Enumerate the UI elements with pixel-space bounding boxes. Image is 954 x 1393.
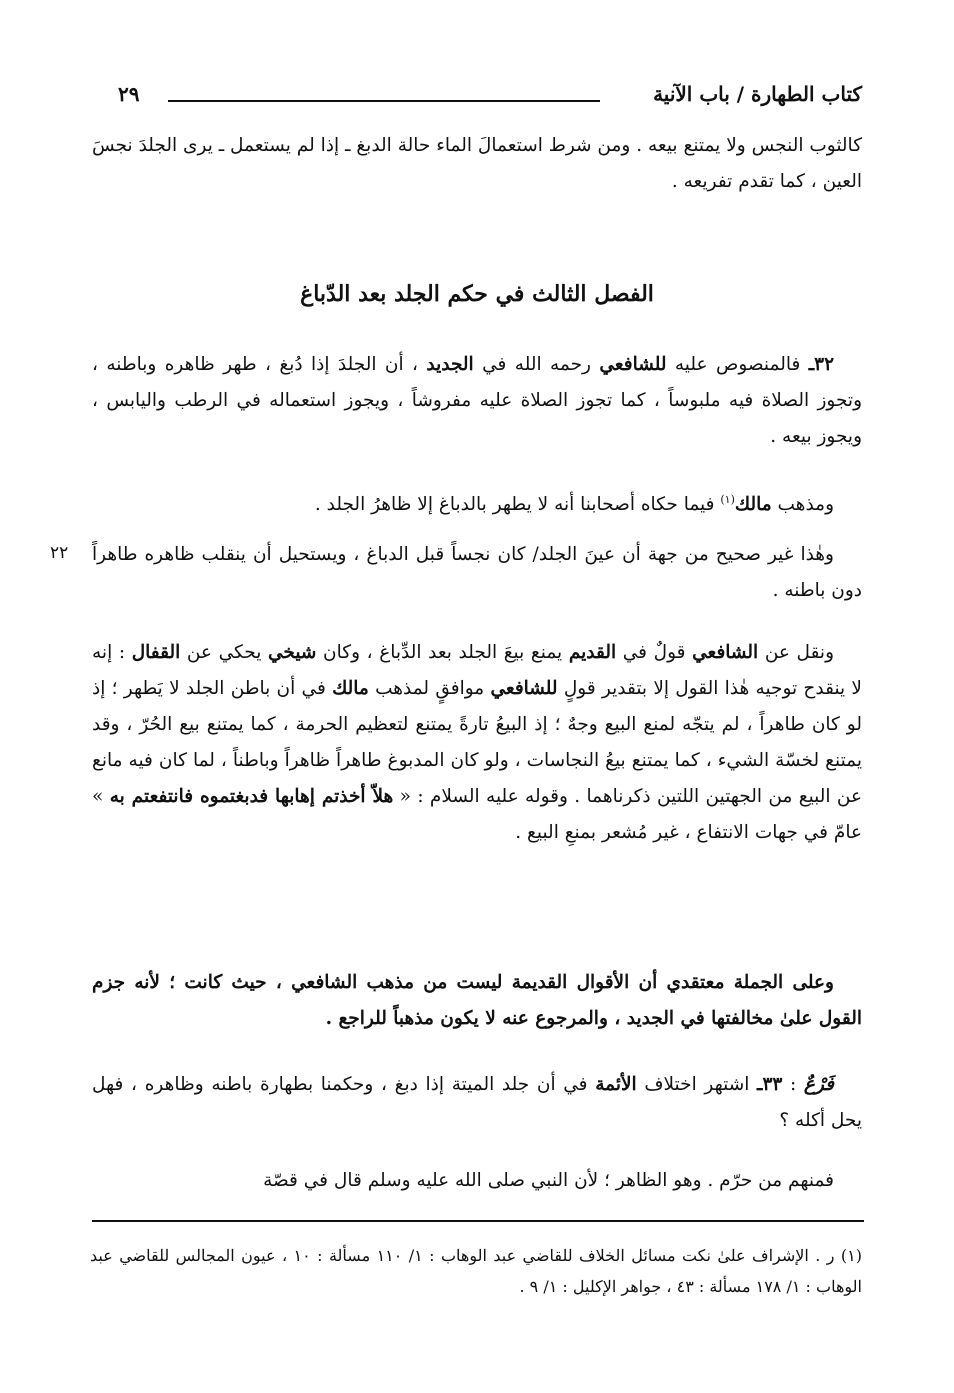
carryover-paragraph — [92, 128, 862, 200]
text-run: ومذهب — [771, 494, 834, 515]
text-run: : — [782, 1074, 804, 1095]
bold-term: مالك — [734, 494, 772, 515]
text-run: » عامّ في جهات الانتفاع ، غير مُشعر بمنعِ البيع . — [92, 786, 862, 844]
bold-term: القفال — [131, 642, 181, 663]
paragraph-32 — [92, 347, 862, 455]
bold-term: الشافعي — [692, 642, 759, 663]
bold-statement: وعلى الجملة معتقدي أن الأقوال القديمة ليست من مذهب الشافعي ، حيث كانت ؛ لأنه جزم القول علىٰ مخالفتها في الجديد ، والمرجوع عنه لا يكون مذهباً للراجع . — [92, 972, 862, 1030]
paragraph-32-text — [92, 347, 862, 455]
bold-term: الجديد — [426, 354, 474, 375]
text-run: فيما حكاه أصحابنا أنه لا يطهر بالدباغ إلا ظاهرُ الجلد . — [314, 494, 721, 515]
paragraph-malik-text — [92, 487, 862, 523]
bold-term: للشافعي — [490, 678, 558, 700]
bold-term: مالك — [332, 678, 369, 700]
header-rule — [168, 100, 600, 102]
text-run: فالمنصوص عليه — [666, 354, 809, 375]
paragraph-number: ٣٢ـ — [808, 354, 835, 375]
footnote-reference[interactable]: (١) — [720, 492, 735, 506]
far-label: فَرْعٌ — [803, 1074, 834, 1095]
footnote-1 — [90, 1240, 862, 1302]
manuscript-folio-marker: ٢٢ — [50, 543, 69, 563]
text-run: في أن جلد الميتة إذا دبغ ، وحكمنا بطهارة باطنه وظاهره ، فهل يحل أكله ؟ — [92, 1074, 862, 1132]
text-run: يحكي عن — [180, 642, 268, 663]
bold-term: الأئمة — [595, 1074, 637, 1095]
paragraph-forbidden-text: فمنهم من حرّم . وهو الظاهر ؛ لأن النبي صلى الله عليه وسلم قال في قصّة — [263, 1170, 834, 1191]
paragraph-conclusion-text — [92, 965, 862, 1037]
text-run: قولٌ في — [616, 642, 693, 663]
text-run: يمنع بيعَ الجلد بعد الدِّباغ ، وكان — [316, 642, 569, 663]
text-run: ونقل عن — [758, 642, 835, 663]
bold-term: القديم — [568, 642, 617, 663]
paragraph-33-text — [92, 1067, 862, 1139]
bold-term: شيخي — [267, 642, 317, 663]
text-run: رحمه الله في — [473, 354, 600, 375]
paragraph-qadim — [92, 635, 862, 851]
footnote-separator — [92, 1220, 864, 1222]
footnote-text: (١) ر . الإشراف علىٰ نكت مسائل الخلاف للقاضي عبد الوهاب : ١/ ١١٠ مسألة : ١٠ ، عيون المجالس للقاضي عبد الوهاب : ١/ ١٧٨ مسألة : ٤٣ ، جواهر الإكليل : ١/ ٩ . — [90, 1246, 862, 1297]
running-header — [118, 82, 862, 116]
text-run: : إنه لا ينقدح توجيه هٰذا القول إلا بتقدير قولٍ — [92, 642, 862, 700]
text-run: في أن باطن الجلد لا يَطهر ؛ إذ لو كان طاهراً ، لم يتجّه لمنع البيع وجهٌ ؛ إذ البيعُ تارةً يمتنع لتعظيم الحرمة ، كما يمتنع بيع الحُرّ ، وقد يمتنع لخسّة الشيء ، كما يمتنع بيعُ النجاسات ، ولو كان المدبوغ طاهراً ظاهراً وباطناً ، لما كان فيه مانع عن البيع من الجهتين اللتين ذكرناهما . وقوله عليه السلام : « — [92, 678, 862, 808]
paragraph-33 — [92, 1067, 862, 1139]
carryover-text: كالثوب النجس ولا يمتنع بيعه . ومن شرط استعمالَ الماء حالة الدبغ ـ إذا لم يستعمل ـ يرى الجلدَ نجسَ العين ، كما تقدم تفريعه . — [92, 135, 862, 193]
text-run: موافقٍ لمذهب — [368, 678, 491, 700]
hadith-quote: هلاّ أخذتم إهابها فدبغتموه فانتفعتم به — [109, 786, 394, 808]
text-run: ، أن الجلدَ إذا دُبغ ، طهر ظاهره وباطنه ، وتجوز الصلاة فيه ملبوساً ، كما تجوز الصلاة عليه مفروشاً ، ويجوز استعماله في الرطب واليابس ، ويجوز بيعه . — [92, 354, 862, 448]
paragraph-conclusion — [92, 965, 862, 1037]
page-number: ٢٩ — [118, 82, 140, 106]
running-title: كتاب الطهارة / باب الآنية — [653, 82, 862, 106]
chapter-title: الفصل الثالث في حكم الجلد بعد الدّباغ — [300, 281, 654, 307]
text-run: اشتهر اختلاف — [636, 1074, 758, 1095]
paragraph-refutation-text: وهٰذا غير صحيح من جهة أن عينَ الجلد/ كان نجساً قبل الدباغ ، ويستحيل أن ينقلب ظاهره طاهراً دون باطنه . — [92, 544, 862, 602]
paragraph-forbidden — [92, 1163, 862, 1199]
bold-term: للشافعي — [599, 354, 667, 375]
paragraph-malik — [92, 487, 862, 523]
paragraph-refutation — [92, 537, 862, 609]
paragraph-number: ٣٣ـ — [757, 1074, 783, 1095]
paragraph-qadim-text — [92, 635, 862, 851]
